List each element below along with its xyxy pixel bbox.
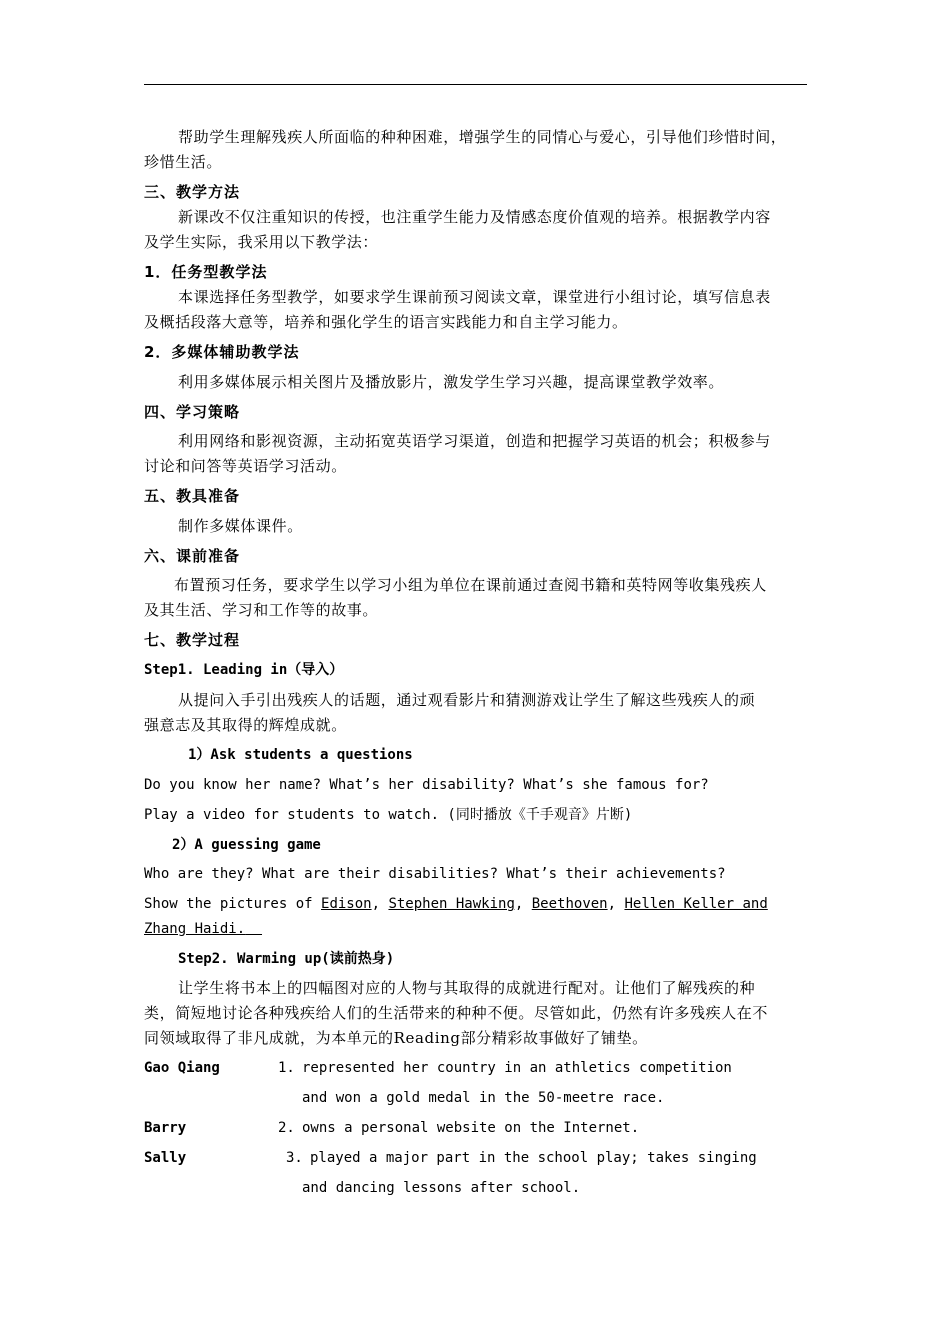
ask-heading: 1）Ask students a questions bbox=[188, 747, 413, 763]
name-hawking: Stephen Hawking bbox=[388, 896, 515, 912]
prep-line-1: 布置预习任务，要求学生以学习小组为单位在课前通过查阅书籍和英特网等收集残疾人 bbox=[174, 576, 767, 594]
match-num-3: 3. bbox=[286, 1150, 303, 1166]
tools-line: 制作多媒体课件。 bbox=[178, 517, 303, 535]
name-edison: Edison bbox=[321, 896, 372, 912]
step2-heading: Step2. Warming up(读前热身) bbox=[178, 951, 395, 967]
match-num-1: 1. bbox=[278, 1060, 295, 1076]
guess-heading: 2）A guessing game bbox=[172, 837, 321, 853]
header-rule bbox=[144, 84, 807, 85]
match-name-2: Barry bbox=[144, 1120, 187, 1136]
goal-line-1: 帮助学生理解残疾人所面临的种种困难，增强学生的同情心与爱心，引导他们珍惜时间， bbox=[178, 128, 787, 146]
strategy-line-1: 利用网络和影视资源，主动拓宽英语学习渠道，创造和把握学习英语的机会；积极参与 bbox=[178, 432, 771, 450]
step1-line-1: 从提问入手引出残疾人的话题，通过观看影片和猜测游戏让学生了解这些残疾人的顽 bbox=[178, 691, 756, 709]
match-line-1b: and won a gold medal in the 50-meetre race. bbox=[302, 1090, 665, 1106]
show-prefix: Show the pictures of bbox=[144, 896, 322, 912]
match-name-3: Sally bbox=[144, 1150, 187, 1166]
name-keller: Hellen Keller bbox=[624, 896, 743, 912]
task-line-2: 及概括段落大意等，培养和强化学生的语言实践能力和自主学习能力。 bbox=[144, 313, 628, 331]
method-line-2: 及学生实际，我采用以下教学法： bbox=[144, 233, 379, 251]
media-line: 利用多媒体展示相关图片及播放影片，激发学生学习兴趣，提高课堂教学效率。 bbox=[178, 373, 725, 391]
ask-questions: Do you know her name? What’s her disability? What’s she famous for? bbox=[144, 777, 709, 793]
match-name-1: Gao Qiang bbox=[144, 1060, 220, 1076]
step2-line-3: 同领域取得了非凡成就，为本单元的Reading部分精彩故事做好了铺垫。 bbox=[144, 1029, 648, 1047]
prep-line-2: 及其生活、学习和工作等的故事。 bbox=[144, 601, 379, 619]
match-line-3a: played a major part in the school play; takes singing bbox=[310, 1150, 757, 1166]
name-zhang-haidi: Zhang Haidi. bbox=[144, 921, 246, 937]
heading-media-method: 2．多媒体辅助教学法 bbox=[144, 343, 300, 361]
heading-teaching-process: 七、教学过程 bbox=[144, 631, 241, 649]
heading-teaching-methods: 三、教学方法 bbox=[144, 183, 241, 201]
heading-teaching-tools: 五、教具准备 bbox=[144, 487, 241, 505]
method-line-1: 新课改不仅注重知识的传授，也注重学生能力及情感态度价值观的培养。根据教学内容 bbox=[178, 208, 771, 226]
match-line-1a: represented her country in an athletics competition bbox=[302, 1060, 732, 1076]
goal-line-2: 珍惜生活。 bbox=[144, 153, 223, 171]
name-beethoven: Beethoven bbox=[531, 896, 608, 912]
match-num-2: 2. bbox=[278, 1120, 295, 1136]
task-line-1: 本课选择任务型教学，如要求学生课前预习阅读文章，课堂进行小组讨论，填写信息表 bbox=[178, 288, 771, 306]
video-line: Play a video for students to watch. (同时播放《千手观音》片断) bbox=[144, 807, 633, 823]
and-word: and bbox=[742, 896, 768, 912]
step2-line-1: 让学生将书本上的四幅图对应的人物与其取得的成就进行配对。让他们了解残疾的种 bbox=[178, 979, 756, 997]
heading-task-method: 1．任务型教学法 bbox=[144, 263, 268, 281]
step1-line-2: 强意志及其取得的辉煌成就。 bbox=[144, 716, 347, 734]
zhang-haidi-line bbox=[144, 918, 262, 940]
step1-heading: Step1. Leading in（导入） bbox=[144, 662, 344, 678]
strategy-line-2: 讨论和问答等英语学习活动。 bbox=[144, 457, 347, 475]
step2-line-2: 类，简短地讨论各种残疾给人们的生活带来的种种不便。尽管如此，仍然有许多残疾人在不 bbox=[144, 1004, 769, 1022]
match-line-3b: and dancing lessons after school. bbox=[302, 1180, 581, 1196]
heading-learning-strategy: 四、学习策略 bbox=[144, 403, 241, 421]
heading-pre-class: 六、课前准备 bbox=[144, 547, 241, 565]
match-line-2a: owns a personal website on the Internet. bbox=[302, 1120, 640, 1136]
show-pictures-line: Show the pictures of Edison, Stephen Hawking, Beethoven, Hellen Keller and bbox=[144, 896, 768, 912]
guess-questions: Who are they? What are their disabilities? What’s their achievements? bbox=[144, 866, 726, 882]
